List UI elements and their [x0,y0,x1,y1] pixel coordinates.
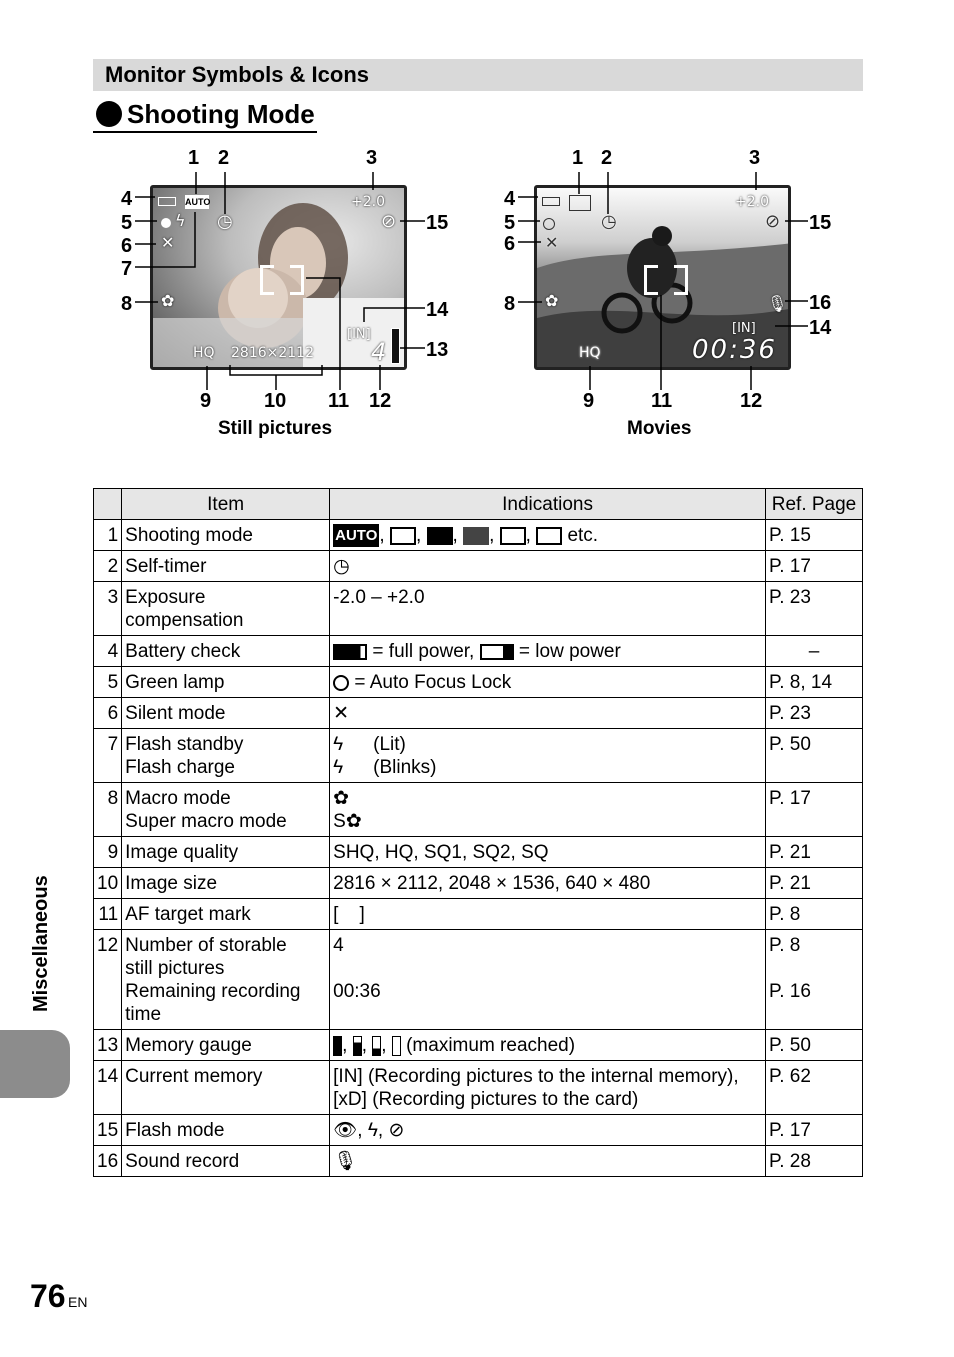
item-header: Item [122,489,330,520]
silent-mode-icon: ✕ [333,703,350,725]
row-item: Exposure compensation [122,582,330,636]
table-row [94,1146,863,1177]
ref-header: Ref. Page [766,489,863,520]
memory-gauge-icon [391,328,400,364]
row-ref: P. 8 P. 16 [766,930,863,1030]
flash-indication-text: (Lit) (Blinks) [373,734,437,779]
af-target-right-icon [290,265,304,295]
row-indications [330,729,766,783]
shot-count-readout: 4 [371,338,387,366]
page-number: 76 [30,1278,66,1314]
callout-4: 4 [121,188,133,210]
row-item: Battery check [122,636,330,667]
portrait-mode-icon [390,527,416,545]
flash-standby-icon: ϟ [175,211,186,230]
movie-callout-2: 2 [601,147,613,169]
battery-low-icon [480,644,514,660]
movie-quality-readout: HQ [579,345,601,361]
table-row [94,1061,863,1115]
green-lamp-icon [161,218,171,228]
row-indications: AUTO , , , , , etc. [330,520,766,551]
row-ref: P. 23 [766,582,863,636]
row-ref: P. 62 [766,1061,863,1115]
row-ref: P. 17 [766,783,863,837]
row-ref: P. 50 [766,1030,863,1061]
movie-callout-6: 6 [504,233,516,255]
battery-icon [158,197,176,206]
table-header-row [94,489,863,520]
movie-mode-icon [500,527,526,545]
movie-af-target-left-icon [644,265,658,295]
table-row [94,868,863,899]
memory-gauge-high-icon [353,1036,362,1056]
sound-record-icon: 🎙 [767,294,788,313]
flash-mode-icon: ⊘ [381,211,397,232]
movie-silent-mode-icon: ✕ [545,233,559,252]
row-ref: P. 17 [766,551,863,582]
row-indications: = Auto Focus Lock [330,667,766,698]
flash-off-icon: ⊘ [388,1120,405,1142]
movie-callout-4: 4 [504,188,516,210]
row-indications: = full power, = low power [330,636,766,667]
movie-callout-8: 8 [504,293,516,315]
callout-2: 2 [218,147,230,169]
movie-self-timer-icon: ◷ [601,211,617,232]
auto-mode-icon: AUTO [333,524,379,547]
table-row [94,1030,863,1061]
table-row [94,667,863,698]
row-indications: [ ] [330,899,766,930]
table-row [94,837,863,868]
callout-13: 13 [426,339,449,361]
movie-memory-readout: [IN] [732,321,756,336]
chapter-tab [0,1030,70,1098]
row-item: Self-timer [122,551,330,582]
memory-readout: [IN] [347,327,371,342]
movie-caption: Movies [627,418,692,439]
table-row [94,930,863,1030]
macro-icon: ✿ [333,788,350,810]
fill-flash-icon: ϟ [367,1120,378,1142]
row-item: Flash standby Flash charge [122,729,330,783]
row-number: 12 [94,930,122,1030]
still-screen [150,185,407,370]
microphone-icon: 🎙 [333,1151,358,1173]
row-number: 6 [94,698,122,729]
row-indications: 4 00:36 [330,930,766,1030]
callout-12: 12 [369,390,392,412]
page-language: EN [68,1294,88,1310]
row-ref: P. 50 [766,729,863,783]
silent-mode-icon: ✕ [161,233,175,252]
row-indications [330,551,766,582]
row-indications: , , , (maximum reached) [330,1030,766,1061]
row-number: 16 [94,1146,122,1177]
exposure-readout: +2.0 [351,194,385,210]
row-item: Silent mode [122,698,330,729]
row-number: 15 [94,1115,122,1146]
chapter-label: Miscellaneous [30,875,52,1012]
table-row [94,636,863,667]
table-row [94,783,863,837]
callout-15: 15 [426,212,449,234]
page-title: Shooting Mode [127,98,315,129]
row-indications: 👁, ϟ, ⊘ [330,1115,766,1146]
movie-af-target-right-icon [674,265,688,295]
row-ref: P. 23 [766,698,863,729]
row-ref: P. 17 [766,1115,863,1146]
row-number: 3 [94,582,122,636]
callout-9: 9 [200,390,212,412]
callout-10: 10 [264,390,287,412]
row-number: 4 [94,636,122,667]
movie-callout-3: 3 [749,147,761,169]
row-ref: P. 21 [766,868,863,899]
flash-charge-icon: ϟ [333,757,344,779]
self-timer-icon: ◷ [217,211,233,232]
af-target-left-icon [260,265,274,295]
idx-header [94,489,122,520]
row-ref: – [766,636,863,667]
table-row [94,729,863,783]
row-indications: SHQ, HQ, SQ1, SQ2, SQ [330,837,766,868]
row-indications [330,783,766,837]
image-size-readout: 2816×2112 [231,345,314,361]
monitor-symbols-table [93,488,863,1177]
row-item: Sound record [122,1146,330,1177]
still-photo-art [153,188,407,370]
row-ref: P. 8, 14 [766,667,863,698]
movie-callout-9: 9 [583,390,595,412]
row-number: 11 [94,899,122,930]
row-item: Image quality [122,837,330,868]
movie-callout-14: 14 [809,317,832,339]
callout-3: 3 [366,147,378,169]
row-item: Number of storable still pictures Remaining recording time [122,930,330,1030]
row-number: 7 [94,729,122,783]
table-row [94,582,863,636]
movie-callout-16: 16 [809,292,832,314]
row-item: Green lamp [122,667,330,698]
row-ref: P. 15 [766,520,863,551]
movie-green-lamp-icon [543,218,555,230]
memory-gauge-full-icon [333,1036,342,1056]
row-indications [330,698,766,729]
callout-7: 7 [121,258,133,280]
movie-mode-icon [569,195,591,211]
row-item: Flash mode [122,1115,330,1146]
table-row [94,698,863,729]
callout-5: 5 [121,212,133,234]
row-item: AF target mark [122,899,330,930]
battery-full-icon [333,644,367,660]
row-number: 2 [94,551,122,582]
row-ref: P. 21 [766,837,863,868]
super-macro-icon: S✿ [333,811,362,833]
row-item: Macro mode Super macro mode [122,783,330,837]
memory-gauge-low-icon [372,1036,381,1056]
callout-1: 1 [188,147,200,169]
night-scene-icon [463,527,489,545]
movie-screen [534,185,791,370]
auto-mode-icon: AUTO [185,197,211,207]
movie-callout-12: 12 [740,390,763,412]
row-indications [330,1146,766,1177]
bullet-icon [96,101,122,127]
row-item: Memory gauge [122,1030,330,1061]
macro-icon: ✿ [161,291,175,310]
movie-callout-11: 11 [651,390,673,412]
movie-battery-icon [542,197,560,206]
row-item: Image size [122,868,330,899]
row-number: 1 [94,520,122,551]
movie-macro-icon: ✿ [545,291,559,310]
row-number: 5 [94,667,122,698]
callout-6: 6 [121,235,133,257]
row-ref: P. 8 [766,899,863,930]
movie-flash-mode-icon: ⊘ [765,211,781,232]
red-eye-icon: 👁 [333,1120,358,1142]
still-caption: Still pictures [218,418,333,439]
shooting-mode-heading [93,97,317,133]
row-number: 9 [94,837,122,868]
row-item: Current memory [122,1061,330,1115]
callout-11: 11 [328,390,350,412]
image-quality-readout: HQ [193,345,215,361]
movie-callout-1: 1 [572,147,584,169]
self-timer-icon: ◷ [333,556,350,578]
sport-mode-icon [536,527,562,545]
row-indications: [IN] (Recording pictures to the internal memory), [xD] (Recording pictures to the card) [330,1061,766,1115]
landscape-mode-icon [427,527,453,545]
table-row [94,551,863,582]
section-title-bar [93,59,863,91]
row-number: 13 [94,1030,122,1061]
table-row [94,899,863,930]
section-title: Monitor Symbols & Icons [105,62,370,87]
row-number: 8 [94,783,122,837]
table-row [94,520,863,551]
row-number: 14 [94,1061,122,1115]
indications-header: Indications [330,489,766,520]
flash-standby-icon: ϟ [333,734,344,756]
remaining-time-readout: 00:36 [692,335,777,365]
row-ref: P. 28 [766,1146,863,1177]
row-indications: -2.0 – +2.0 [330,582,766,636]
memory-gauge-empty-icon [392,1036,401,1056]
movie-callout-5: 5 [504,212,516,234]
callout-14: 14 [426,299,449,321]
callout-8: 8 [121,293,133,315]
row-number: 10 [94,868,122,899]
movie-exposure-readout: +2.0 [735,194,769,210]
green-lamp-icon [333,675,349,691]
row-item: Shooting mode [122,520,330,551]
movie-callout-15: 15 [809,212,832,234]
table-row [94,1115,863,1146]
row-indications: 2816 × 2112, 2048 × 1536, 640 × 480 [330,868,766,899]
